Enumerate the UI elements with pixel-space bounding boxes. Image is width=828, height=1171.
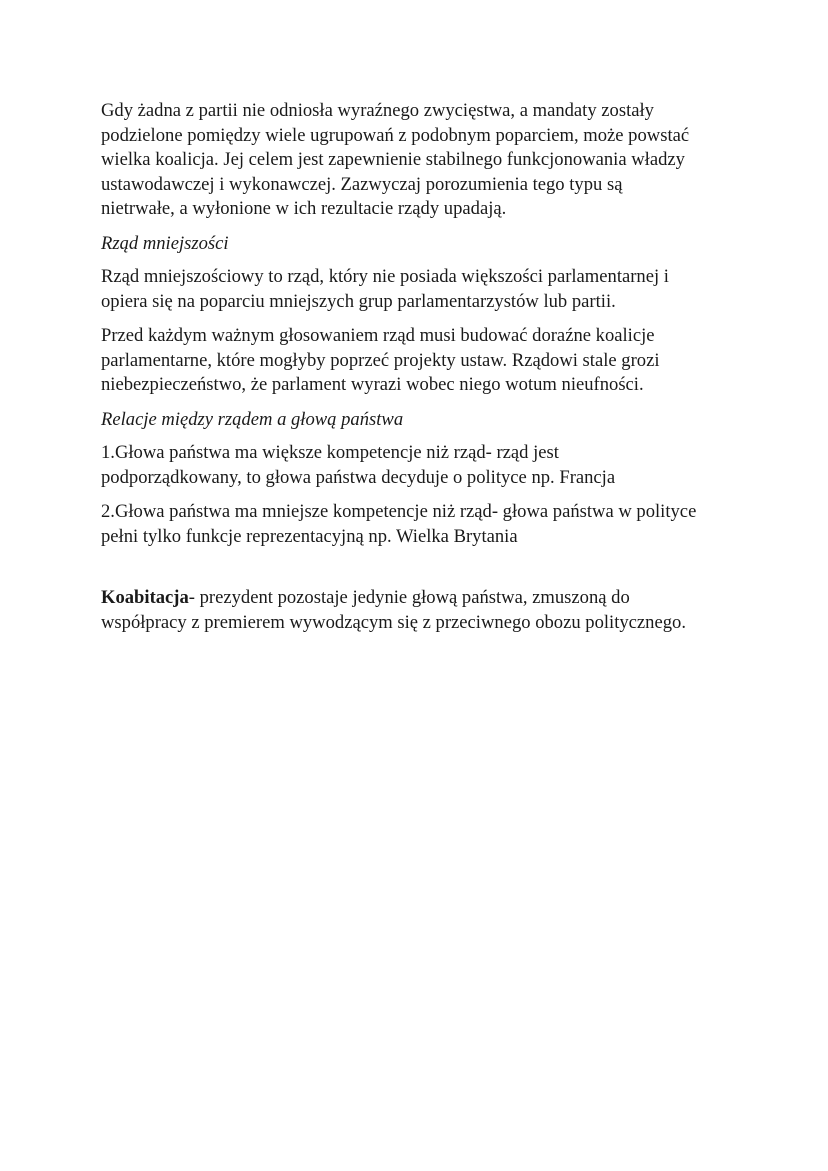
text-line: ustawodawczej i wykonawczej. Zazwyczaj porozumienia tego typu są <box>101 173 623 195</box>
list-item-point-2 <box>101 500 741 549</box>
text-line: niebezpieczeństwo, że parlament wyrazi wobec niego wotum nieufności. <box>101 374 644 395</box>
text-line: podporządkowany, to głowa państwa decyduje o polityce np. Francja <box>101 466 616 488</box>
text-line: pełni tylko funkcje reprezentacyjną np. Wielka Brytania <box>101 525 518 547</box>
document-body <box>101 99 741 645</box>
text-line: parlamentarne, które mogłyby poprzeć projekty ustaw. Rządowi stale grozi <box>101 349 660 371</box>
paragraph-cohabitation <box>101 586 741 635</box>
text-line: Gdy żadna z partii nie odniosła wyraźnego zwycięstwa, a mandaty zostały <box>101 100 654 121</box>
text-line: współpracy z premierem wywodzącym się z przeciwnego obozu politycznego. <box>101 611 686 633</box>
paragraph-grand-coalition <box>101 99 741 222</box>
text-line: podzielone pomiędzy wiele ugrupowań z podobnym poparciem, może powstać <box>101 124 690 146</box>
text-line: wielka koalicja. Jej celem jest zapewnienie stabilnego funkcjonowania władzy <box>101 149 685 170</box>
heading-minority-government: Rząd mniejszości <box>101 232 229 254</box>
text-line: opiera się na poparciu mniejszych grup parlamentarzystów lub partii. <box>101 290 616 312</box>
text-line: Przed każdym ważnym głosowaniem rząd musi budować doraźne koalicje <box>101 325 655 346</box>
paragraph-minority-definition <box>101 265 741 314</box>
text-line: 2.Głowa państwa ma mniejsze kompetencje niż rząd- głowa państwa w polityce <box>101 501 697 522</box>
text-line <box>101 586 741 611</box>
list-item-point-1 <box>101 441 741 490</box>
text-line: 1.Głowa państwa ma większe kompetencje niż rząd- rząd jest <box>101 442 559 463</box>
heading-government-head-of-state-relations: Relacje między rządem a głową państwa <box>101 408 404 430</box>
text-line: nietrwałe, a wyłonione w ich rezultacie rządy upadają. <box>101 198 507 219</box>
paragraph-minority-voting <box>101 324 741 398</box>
text-line: Rząd mniejszościowy to rząd, który nie posiada większości parlamentarnej i <box>101 266 669 287</box>
cohabitation-term: Koabitacja <box>101 587 189 608</box>
cohabitation-definition-start: - prezydent pozostaje jedynie głową państwa, zmuszoną do <box>188 587 630 608</box>
